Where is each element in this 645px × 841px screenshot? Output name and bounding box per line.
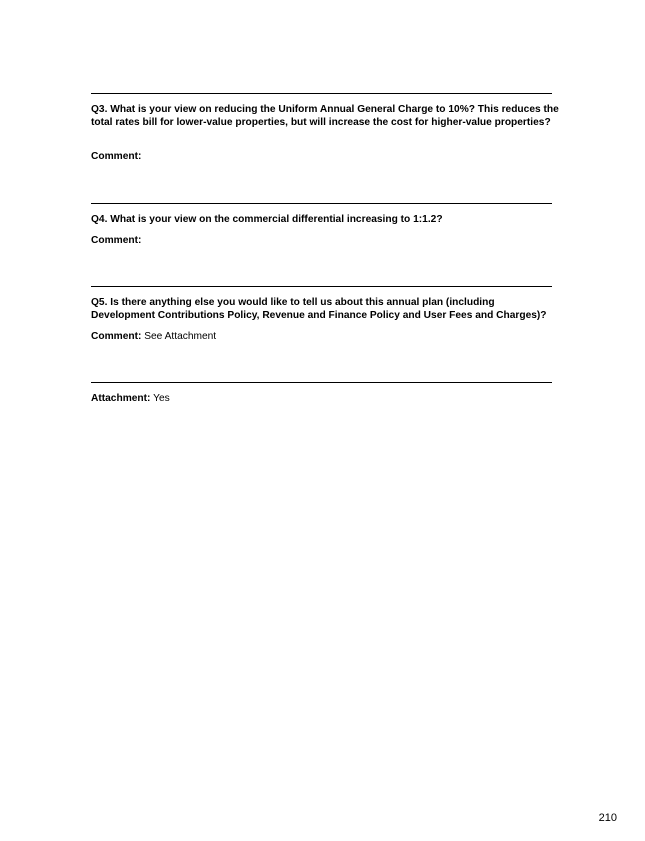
comment-label: Comment: [91, 151, 142, 162]
comment-q4 [91, 235, 141, 248]
attachment-value: Yes [153, 393, 170, 404]
page-number: 210 [598, 812, 617, 824]
comment-value: See Attachment [144, 331, 217, 342]
comment-q5 [91, 331, 216, 344]
divider-top [91, 93, 552, 94]
comment-label: Comment: [91, 331, 142, 342]
divider-q4 [91, 203, 552, 204]
comment-q3 [91, 151, 141, 164]
question-q5: Q5. Is there anything else you would like to tell us about this annual plan (including Development Contributions Policy, Revenue and Finance Policy and User Fees and Charges)? [91, 297, 547, 321]
comment-label: Comment: [91, 235, 142, 246]
question-q4: Q4. What is your view on the commercial differential increasing to 1:1.2? [91, 214, 443, 225]
attachment-label: Attachment: [91, 393, 151, 404]
question-q3: Q3. What is your view on reducing the Uniform Annual General Charge to 10%? This reduces the total rates bill for lower-value properties, but will increase the cost for higher-value properties? [91, 104, 559, 128]
attachment-line [91, 393, 170, 406]
divider-attachment [91, 382, 552, 383]
divider-q5 [91, 286, 552, 287]
